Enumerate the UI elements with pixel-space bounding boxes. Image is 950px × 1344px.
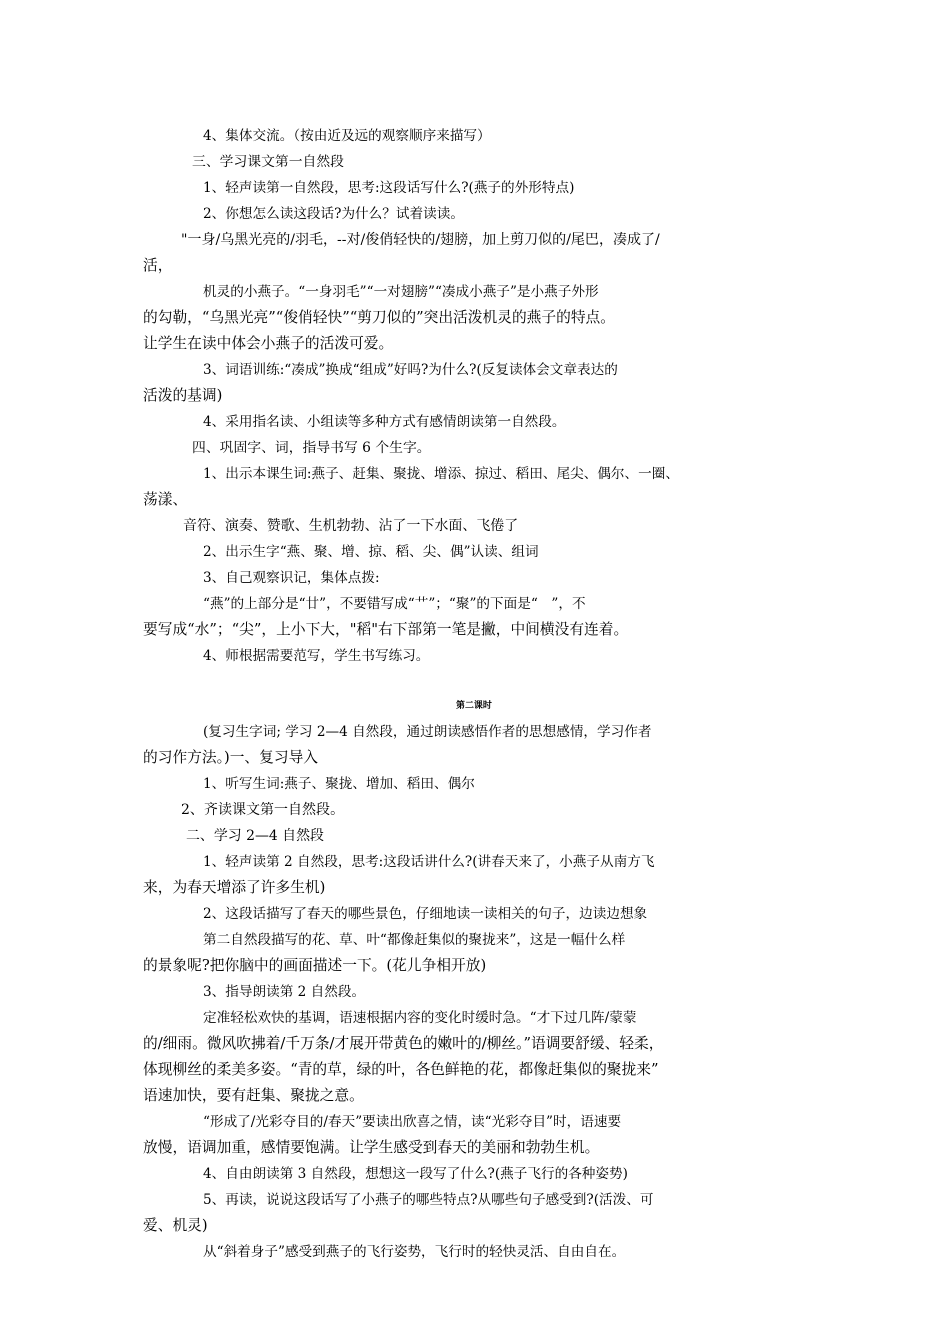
text-line: (复习生字词; 学习 2—4 自然段，通过朗读感悟作者的思想感情，学习作者 bbox=[203, 724, 652, 740]
text-line: 要写成“水”；“尖”，上小下大，"稻"右下部第一笔是撇，中间横没有连着。 bbox=[143, 621, 629, 638]
text-line: “燕”的上部分是“廿”，不要错写成“艹”；“聚”的下面是“ ”，不 bbox=[203, 596, 586, 612]
text-line: 4、采用指名读、小组读等多种方式有感情朗读第一自然段。 bbox=[203, 414, 566, 430]
text-line: 从“斜着身子”感受到燕子的飞行姿势，飞行时的轻快灵活、自由自在。 bbox=[203, 1244, 626, 1260]
text-line: 3、词语训练:“凑成”换成“组成”好吗?为什么?(反复读体会文章表达的 bbox=[203, 362, 618, 378]
text-line: 机灵的小燕子。“一身羽毛”“一对翅膀”“凑成小燕子”是小燕子外形 bbox=[203, 284, 599, 300]
text-line: 定准轻松欢快的基调，语速根据内容的变化时缓时急。“才下过几阵/蒙蒙 bbox=[203, 1010, 637, 1026]
text-line: 3、自己观察识记，集体点拨: bbox=[203, 570, 380, 586]
text-line: 让学生在读中体会小燕子的活泼可爱。 bbox=[143, 335, 394, 352]
text-line: “形成了/光彩夺目的/春天”要读出欣喜之情，读“光彩夺目”时，语速要 bbox=[203, 1114, 622, 1130]
text-line: 4、集体交流。（按由近及远的观察顺序来描写） bbox=[203, 128, 491, 144]
text-line: 语速加快，要有赶集、聚拢之意。 bbox=[143, 1087, 364, 1104]
text-line: 荡漾、 bbox=[143, 491, 188, 508]
text-line: 爱、机灵) bbox=[143, 1217, 208, 1234]
text-line: 2、出示生字“燕、聚、增、掠、稻、尖、偶”认读、组词 bbox=[203, 544, 539, 560]
text-line: 1、出示本课生词:燕子、赶集、聚拢、增添、掠过、稻田、尾尖、偶尔、一圈、 bbox=[203, 466, 679, 482]
text-line: 1、轻声读第 2 自然段，思考:这段话讲什么?(讲春天来了，小燕子从南方飞 bbox=[203, 854, 655, 870]
text-line: 来，为春天增添了许多生机) bbox=[143, 879, 326, 896]
text-line: 2、齐读课文第一自然段。 bbox=[181, 802, 345, 818]
text-line: 2、这段话描写了春天的哪些景色，仔细地读一读相关的句子，边读边想象 bbox=[203, 906, 648, 922]
text-line: 放慢，语调加重，感情要饱满。让学生感受到春天的美丽和勃勃生机。 bbox=[143, 1139, 600, 1156]
section-heading: 四、巩固字、词，指导书写 6 个生字。 bbox=[192, 440, 431, 456]
text-line: 2、你想怎么读这段话?为什么？试着读读。 bbox=[203, 206, 464, 222]
text-line: 活， bbox=[143, 257, 173, 274]
lesson-title: 第二课时 bbox=[456, 701, 492, 711]
text-line: 体现柳丝的柔美多姿。“青的草，绿的叶，各色鲜艳的花，都像赶集似的聚拢来” bbox=[143, 1061, 659, 1078]
text-line: 3、指导朗读第 2 自然段。 bbox=[203, 984, 366, 1000]
text-line: 的勾勒，“乌黑光亮”“俊俏轻快”“剪刀似的”突出活泼机灵的燕子的特点。 bbox=[143, 309, 615, 326]
text-line: 1、轻声读第一自然段，思考:这段话写什么?(燕子的外形特点) bbox=[203, 180, 575, 196]
text-line: 的/细雨。微风吹拂着/千万条/才展开带黄色的嫩叶的/柳丝。”语调要舒缓、轻柔， bbox=[143, 1035, 664, 1052]
text-line: 1、听写生词:燕子、聚拢、增加、稻田、偶尔 bbox=[203, 776, 475, 792]
text-line: 4、自由朗读第 3 自然段，想想这一段写了什么?(燕子飞行的各种姿势) bbox=[203, 1166, 628, 1182]
section-heading: 二、学习 2—4 自然段 bbox=[186, 828, 324, 844]
text-line: 5、再读，说说这段话写了小燕子的哪些特点?从哪些句子感受到?(活泼、可 bbox=[203, 1192, 654, 1208]
text-line: 第二自然段描写的花、草、叶“都像赶集似的聚拢来”，这是一幅什么样 bbox=[203, 932, 626, 948]
text-line: 4、师根据需要范写，学生书写练习。 bbox=[203, 648, 430, 664]
section-heading: 三、学习课文第一自然段 bbox=[192, 154, 344, 170]
text-line: 的景象呢?把你脑中的画面描述一下。(花儿争相开放) bbox=[143, 957, 487, 974]
text-line: 音符、演奏、赞歌、生机勃勃、沾了一下水面、飞倦了 bbox=[183, 518, 519, 534]
text-line: 活泼的基调) bbox=[143, 387, 223, 404]
text-line: "一身/乌黑光亮的/羽毛，--对/俊俏轻快的/翅膀，加上剪刀似的/尾巴，凑成了/ bbox=[181, 232, 660, 248]
text-line: 的习作方法。)一、复习导入 bbox=[143, 749, 319, 766]
